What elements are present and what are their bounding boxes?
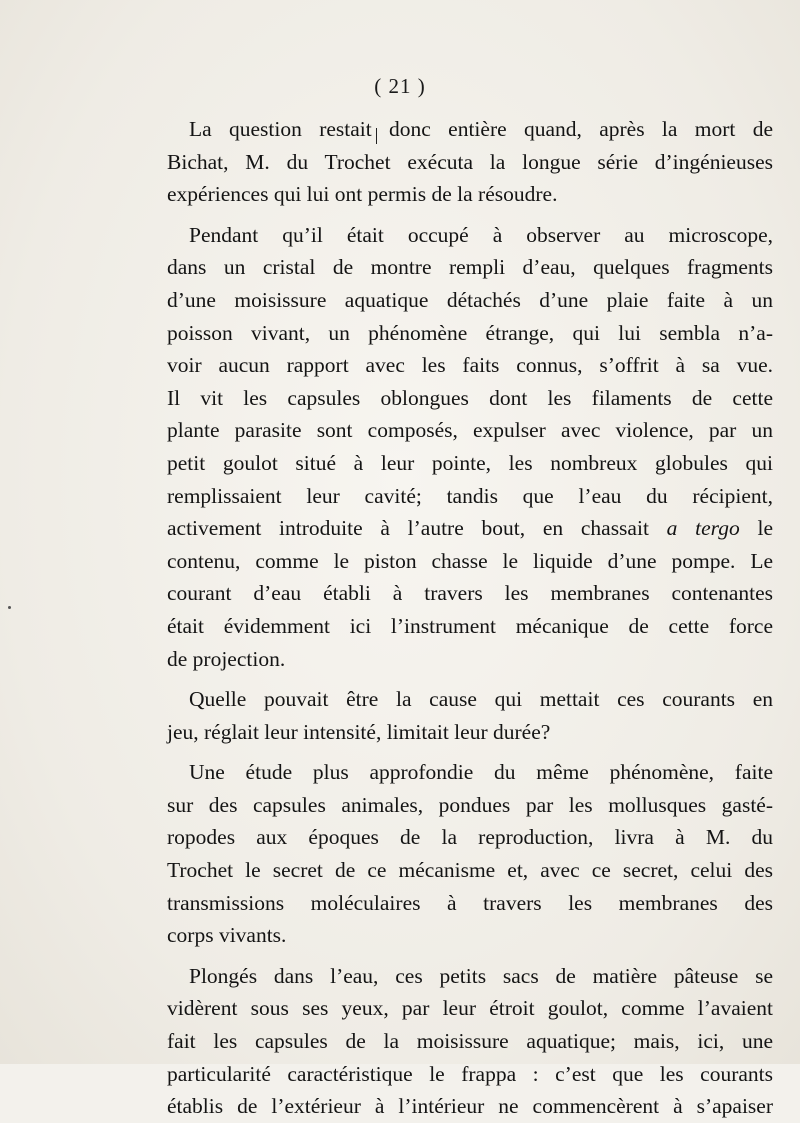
text-line: contenu, comme le piston chasse le liquide d’une pompe. Le: [167, 548, 773, 573]
text-line: établis de l’extérieur à l’intérieur ne commencèrent à s’apaiser: [167, 1094, 773, 1119]
text-line: d’une moisissure aquatique détachés d’une plaie faite à un: [167, 287, 773, 312]
text-line: était évidemment ici l’instrument mécanique de cette force: [167, 613, 773, 638]
text-segment: activement introduite à l’autre bout, en chassait: [167, 516, 649, 541]
text-line: expériences qui lui ont permis de la résoudre.: [167, 182, 558, 207]
text-line: Pendant qu’il était occupé à observer au microscope,: [189, 222, 773, 247]
text-line: Il vit les capsules oblongues dont les filaments de cette: [167, 385, 773, 410]
text-line: dans un cristal de montre rempli d’eau, quelques fragments: [167, 255, 773, 280]
text-line: Trochet le secret de ce mécanisme et, avec ce secret, celui des: [167, 858, 773, 883]
text-line: voir aucun rapport avec les faits connus, s’offrit à sa vue.: [167, 353, 773, 378]
body-text: [167, 113, 773, 1123]
text-line: de projection.: [167, 646, 286, 671]
text-line-with-italic: [167, 512, 773, 545]
text-line: vidèrent sous ses yeux, par leur étroit goulot, comme l’avaient: [167, 996, 773, 1021]
margin-speck: [8, 606, 11, 609]
text-line: corps vivants.: [167, 923, 287, 948]
text-line: sur des capsules animales, pondues par les mollusques gasté-: [167, 792, 773, 817]
text-line: Quelle pouvait être la cause qui mettait ces courants en: [189, 687, 773, 712]
text-line: ropodes aux époques de la reproduction, livra à M. du: [167, 825, 773, 850]
text-line: Une étude plus approfondie du même phénomène, faite: [189, 760, 773, 785]
paragraph: [167, 113, 773, 211]
text-line: fait les capsules de la moisissure aquatique; mais, ici, une: [167, 1029, 773, 1054]
text-line: La question restait donc entière quand, après la mort de: [189, 117, 773, 141]
page-number: ( 21 ): [374, 74, 426, 98]
text-line: jeu, réglait leur intensité, limitait leur durée?: [167, 719, 551, 744]
text-line: Bichat, M. du Trochet exécuta la longue série d’ingénieuses: [167, 149, 773, 174]
paragraph: [167, 960, 773, 1123]
text-line: petit goulot situé à leur pointe, les nombreux globules qui: [167, 450, 773, 475]
text-line: Plongés dans l’eau, ces petits sacs de matière pâteuse se: [189, 963, 773, 988]
text-line: particularité caractéristique le frappa : c’est que les courants: [167, 1061, 773, 1086]
text-line: plante parasite sont composés, expulser avec violence, par un: [167, 418, 773, 443]
text-line: poisson vivant, un phénomène étrange, qui lui sembla n’a-: [167, 320, 773, 345]
paragraph: [167, 219, 773, 675]
text-segment: le: [757, 516, 773, 541]
paragraph: [167, 756, 773, 952]
paragraph: [167, 683, 773, 748]
text-line: remplissaient leur cavité; tandis que l’eau du récipient,: [167, 483, 773, 508]
italic-phrase: a tergo: [666, 516, 740, 541]
text-line: courant d’eau établi à travers les membranes contenantes: [167, 581, 773, 606]
text-line: transmissions moléculaires à travers les membranes des: [167, 890, 773, 915]
